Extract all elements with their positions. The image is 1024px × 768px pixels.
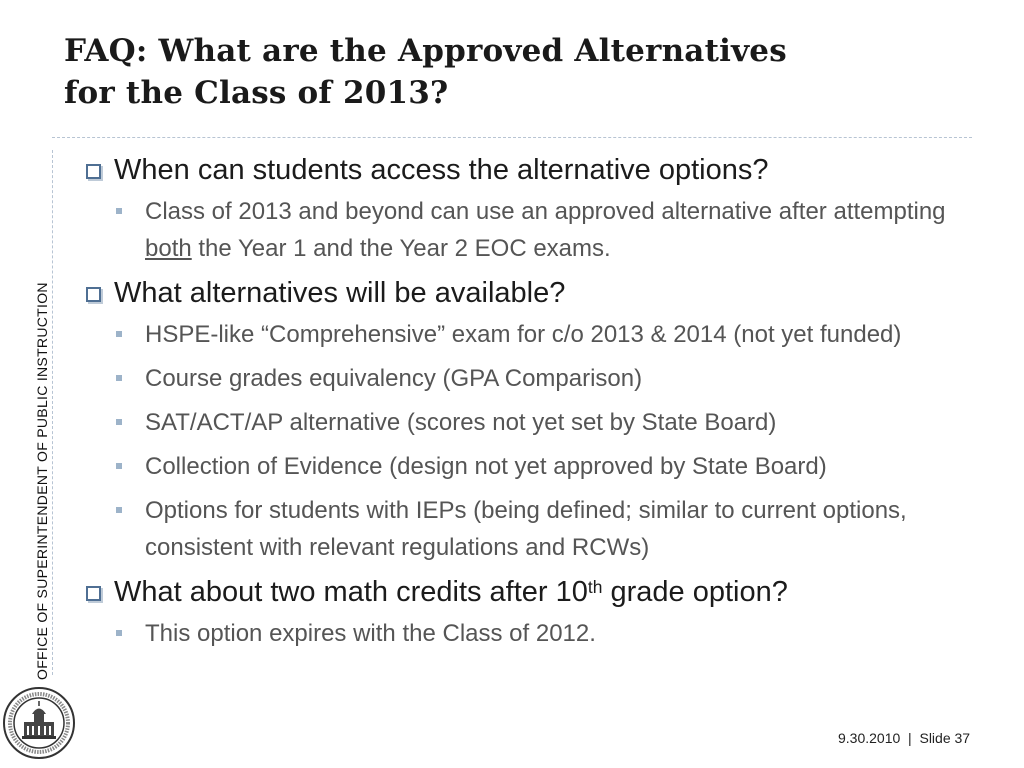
checkbox-bullet-icon <box>86 586 101 601</box>
answer-item <box>84 492 984 566</box>
answer-underlined-word: both <box>145 235 192 262</box>
slide-footer: 9.30.2010 | Slide 37 <box>838 730 971 746</box>
square-bullet-icon <box>116 463 122 469</box>
square-bullet-icon <box>116 507 122 513</box>
square-bullet-icon <box>116 375 122 381</box>
question-1-text: When can students access the alternative options? <box>114 154 769 186</box>
answer-text: Course grades equivalency (GPA Comparison) <box>145 365 643 392</box>
square-bullet-icon <box>116 331 122 337</box>
title-divider <box>52 137 972 138</box>
state-seal-icon <box>2 686 76 760</box>
question-2 <box>84 274 984 312</box>
square-bullet-icon <box>116 419 122 425</box>
answer-item <box>84 316 984 353</box>
answer-item <box>84 404 984 441</box>
answer-item <box>84 615 984 652</box>
answer-text: This option expires with the Class of 2012. <box>145 620 596 647</box>
question-3-superscript: th <box>587 577 603 598</box>
question-3-text-a: What about two math credits after 10 <box>114 576 588 608</box>
answer-text: Collection of Evidence (design not yet approved by State Board) <box>145 453 827 480</box>
answer-text: HSPE-like “Comprehensive” exam for c/o 2013 & 2014 (not yet funded) <box>145 321 902 348</box>
side-label: OFFICE OF SUPERINTENDENT OF PUBLIC INSTRUCTION <box>34 282 50 680</box>
checkbox-bullet-icon <box>86 287 101 302</box>
answer-text: SAT/ACT/AP alternative (scores not yet set by State Board) <box>145 409 777 436</box>
square-bullet-icon <box>116 630 122 636</box>
answer-text-a: Class of 2013 and beyond can use an approved alternative after attempting <box>145 198 946 225</box>
answer-item <box>84 448 984 485</box>
answer-text-b: the Year 1 and the Year 2 EOC exams. <box>191 235 611 262</box>
left-divider <box>52 150 53 675</box>
slide-content <box>84 151 984 659</box>
slide-title <box>64 30 964 114</box>
answer-item <box>84 360 984 397</box>
question-2-text: What alternatives will be available? <box>114 277 566 309</box>
question-1 <box>84 151 984 189</box>
checkbox-bullet-icon <box>86 164 101 179</box>
answer-item <box>84 193 984 267</box>
title-line-2: for the Class of 2013? <box>64 75 449 111</box>
answer-text: Options for students with IEPs (being defined; similar to current options, consistent with relevant regulations and RCWs) <box>145 497 907 561</box>
title-line-1: FAQ: What are the Approved Alternatives <box>64 33 787 69</box>
question-3 <box>84 573 984 611</box>
square-bullet-icon <box>116 208 122 214</box>
question-3-text-b: grade option? <box>602 576 788 608</box>
